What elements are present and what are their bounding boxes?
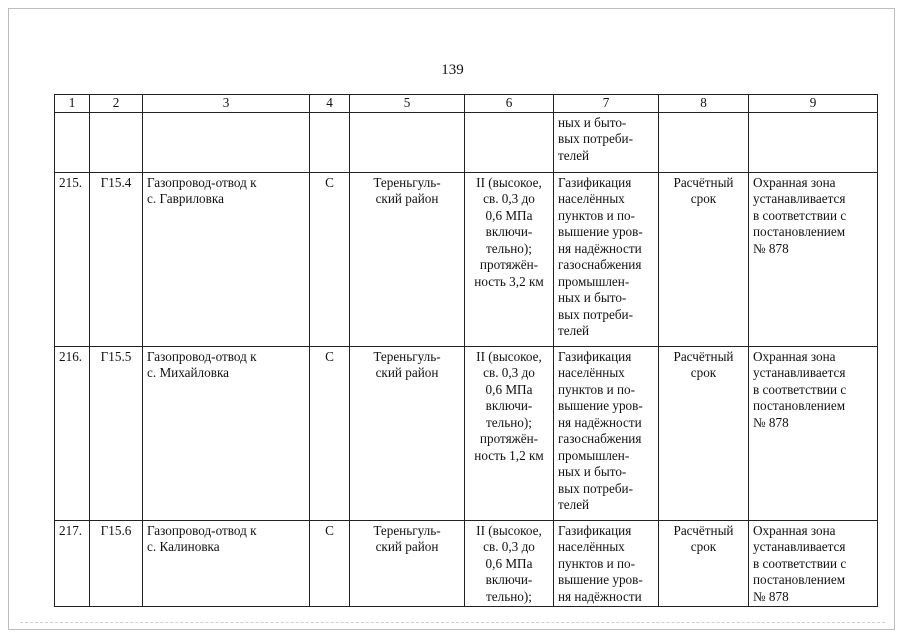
text-line: тельно); — [486, 588, 532, 604]
text-line: Газификация — [558, 522, 632, 538]
type-cell: С — [310, 346, 350, 520]
text-line: Тереньгуль- — [373, 348, 441, 364]
purpose-cell — [554, 346, 659, 520]
text-line: телей — [558, 497, 590, 512]
text-line: с. Михайловка — [147, 365, 230, 380]
column-header: 5 — [350, 95, 465, 113]
text-line: тельно); — [486, 414, 532, 430]
text-line: 0,6 МПа — [485, 207, 533, 223]
text-line: Охранная зона — [753, 522, 836, 538]
text-line: ский район — [375, 191, 439, 206]
params-cell — [465, 172, 554, 346]
text-line: Расчётный — [673, 348, 734, 364]
term-cell — [659, 172, 749, 346]
zone-cell — [749, 172, 878, 346]
text-line: срок — [690, 191, 717, 206]
text-line: промышлен- — [558, 273, 630, 289]
scan-edge — [20, 622, 885, 625]
district-cell — [350, 346, 465, 520]
name-cell — [143, 172, 310, 346]
text-line: св. 0,3 до — [483, 539, 535, 554]
type-cell: С — [310, 172, 350, 346]
text-line: № 878 — [753, 240, 789, 256]
text-line: газоснабжения — [558, 257, 642, 272]
text-line: вых потреби- — [558, 480, 633, 496]
name-cell — [143, 520, 310, 607]
row-number-cell: 215. — [55, 172, 90, 346]
text-line: св. 0,3 до — [483, 365, 535, 380]
text-line: вых потреби- — [558, 306, 633, 322]
text-line: тельно); — [486, 240, 532, 256]
text-line: пунктов и по- — [558, 207, 636, 223]
text-line: Тереньгуль- — [373, 174, 441, 190]
term-cell — [659, 346, 749, 520]
column-header: 1 — [55, 95, 90, 113]
text-line: св. 0,3 до — [483, 191, 535, 206]
params-cell — [465, 346, 554, 520]
text-line: устанавливается — [753, 365, 846, 380]
column-header: 6 — [465, 95, 554, 113]
district-cell — [350, 520, 465, 607]
code-cell: Г15.5 — [90, 346, 143, 520]
column-header: 8 — [659, 95, 749, 113]
text-line: населённых — [558, 365, 625, 380]
column-header: 7 — [554, 95, 659, 113]
name-cell — [143, 346, 310, 520]
column-header: 3 — [143, 95, 310, 113]
text-line: 0,6 МПа — [485, 555, 533, 571]
column-header: 4 — [310, 95, 350, 113]
text-line: Охранная зона — [753, 348, 836, 364]
text-line: Газопровод-отвод к — [147, 348, 257, 364]
column-header: 9 — [749, 95, 878, 113]
text-line: ский район — [375, 539, 439, 554]
table-row — [55, 346, 878, 520]
text-line: включи- — [485, 398, 533, 413]
page-number: 139 — [441, 62, 464, 78]
text-line: газоснабжения — [558, 431, 642, 446]
text-line: в соответствии с — [753, 381, 847, 397]
text-line: Газификация — [558, 348, 632, 364]
text-line: с. Гавриловка — [147, 191, 224, 206]
text-line: II (высокое, — [476, 522, 542, 538]
row-number-cell: 217. — [55, 520, 90, 607]
carryover-purpose-cell — [554, 112, 659, 172]
text-line: пунктов и по- — [558, 555, 636, 571]
text-line: Газопровод-отвод к — [147, 174, 257, 190]
text-line: срок — [690, 365, 717, 380]
text-line: II (высокое, — [476, 348, 542, 364]
term-cell — [659, 520, 749, 607]
text-line: протяжён- — [479, 431, 539, 446]
code-cell: Г15.4 — [90, 172, 143, 346]
text-line: ня надёжности — [558, 588, 642, 604]
text-line: ных и быто- — [558, 290, 627, 305]
text-line: Охранная зона — [753, 174, 836, 190]
text-line: населённых — [558, 539, 625, 554]
carryover-row — [55, 112, 878, 172]
text-line: промышлен- — [558, 447, 630, 463]
text-line: Расчётный — [673, 174, 734, 190]
zone-cell — [749, 520, 878, 607]
purpose-cell — [554, 520, 659, 607]
text-line: постановлением — [753, 572, 846, 587]
text-line: ский район — [375, 365, 439, 380]
text-line: Газификация — [558, 174, 632, 190]
params-cell — [465, 520, 554, 607]
text-line: устанавливается — [753, 191, 846, 206]
row-number-cell: 216. — [55, 346, 90, 520]
text-line: Тереньгуль- — [373, 522, 441, 538]
table-row — [55, 172, 878, 346]
column-number-row — [55, 95, 878, 113]
text-line: с. Калиновка — [147, 539, 220, 554]
text-line: ня надёжности — [558, 414, 642, 430]
text-line: ность 1,2 км — [474, 447, 544, 463]
text-line: пунктов и по- — [558, 381, 636, 397]
text-line: в соответствии с — [753, 555, 847, 571]
text-line: № 878 — [753, 414, 789, 430]
text-line: устанавливается — [753, 539, 846, 554]
column-header: 2 — [90, 95, 143, 113]
text-line: срок — [690, 539, 717, 554]
text-line: вышение уров- — [558, 572, 643, 587]
text-line: II (высокое, — [476, 174, 542, 190]
text-line: постановлением — [753, 224, 846, 239]
text-line: населённых — [558, 191, 625, 206]
text-line: ных и быто- — [558, 464, 627, 479]
text-line: ность 3,2 км — [474, 273, 544, 289]
text-line: в соответствии с — [753, 207, 847, 223]
text-line: Газопровод-отвод к — [147, 522, 257, 538]
text-line: телей — [558, 323, 590, 338]
code-cell: Г15.6 — [90, 520, 143, 607]
type-cell: С — [310, 520, 350, 607]
text-line: постановлением — [753, 398, 846, 413]
text-line: включи- — [485, 572, 533, 587]
register-table — [54, 94, 878, 607]
text-line: вышение уров- — [558, 224, 643, 239]
table-row — [55, 520, 878, 607]
text-line: включи- — [485, 224, 533, 239]
text-line: протяжён- — [479, 257, 539, 272]
text-line: вышение уров- — [558, 398, 643, 413]
zone-cell — [749, 346, 878, 520]
text-line: ня надёжности — [558, 240, 642, 256]
text-line: вых потреби- — [558, 131, 633, 146]
text-line: ных и быто- — [558, 114, 627, 130]
text-line: № 878 — [753, 588, 789, 604]
text-line: телей — [558, 147, 590, 163]
text-line: 0,6 МПа — [485, 381, 533, 397]
district-cell — [350, 172, 465, 346]
purpose-cell — [554, 172, 659, 346]
text-line: Расчётный — [673, 522, 734, 538]
